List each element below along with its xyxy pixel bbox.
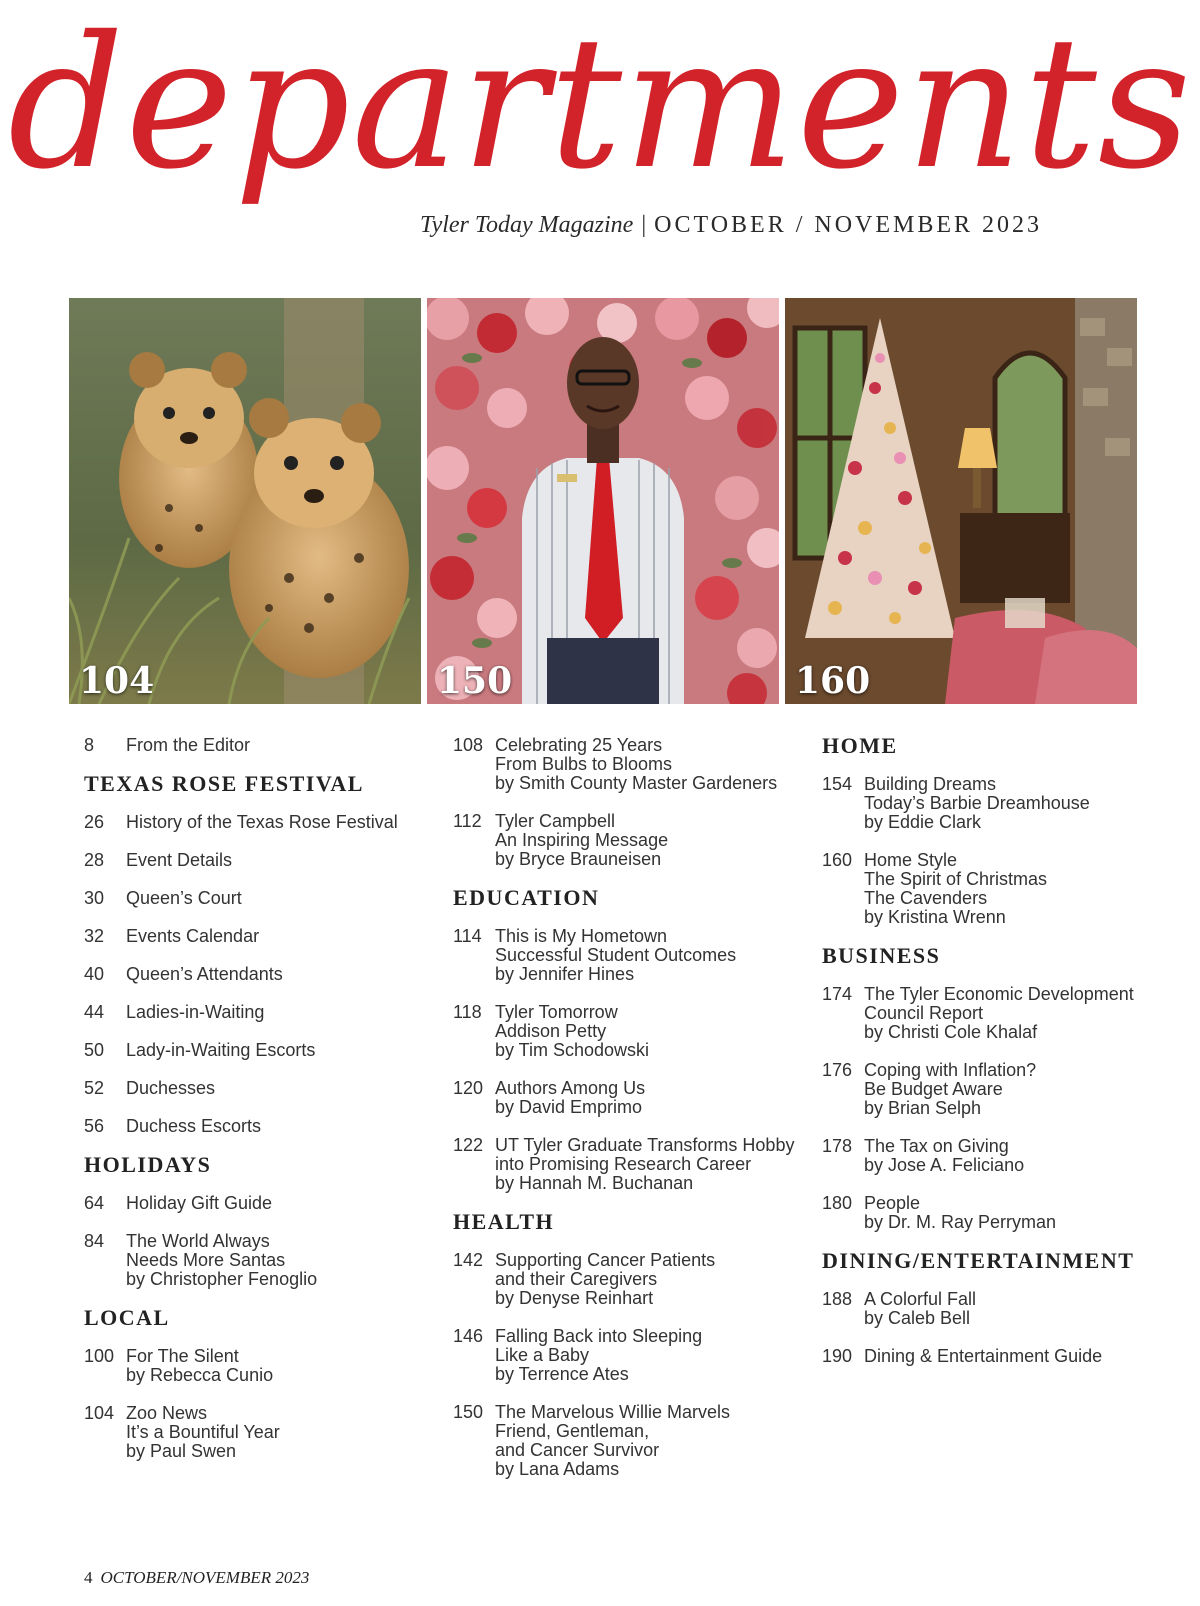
- toc-entry-title: This is My Hometown: [495, 926, 668, 946]
- toc-entry-subline: Be Budget Aware: [864, 1079, 1003, 1099]
- photo-willie-marvels: [427, 298, 779, 704]
- toc-entry-subline: by Bryce Brauneisen: [495, 849, 662, 869]
- toc-entry-subline: The Spirit of Christmas: [864, 869, 1048, 889]
- toc-page-number: 40: [84, 964, 105, 984]
- photo-page-number: 150: [437, 660, 513, 702]
- toc-entry-title: Events Calendar: [126, 926, 260, 946]
- toc-entry-subline: Addison Petty: [495, 1021, 607, 1041]
- toc-column-middle: [453, 736, 794, 1498]
- toc-entry-subline: by Tim Schodowski: [495, 1040, 650, 1060]
- toc-page-number: 180: [822, 1193, 853, 1213]
- toc-entry-text: [126, 889, 242, 908]
- toc-page-number: 26: [84, 812, 105, 832]
- magazine-name: Tyler Today Magazine: [420, 212, 634, 238]
- toc-entry: [84, 813, 398, 832]
- toc-entry-text: [864, 1347, 1102, 1366]
- toc-page-number: 122: [453, 1135, 484, 1155]
- toc-column-right: [822, 733, 1135, 1385]
- toc-entry: [453, 812, 794, 869]
- toc-entry: [822, 1347, 1134, 1366]
- toc-entry-subline: by Dr. M. Ray Perryman: [864, 1212, 1057, 1232]
- toc-page-number: 32: [84, 926, 105, 946]
- toc-entry-title: Queen’s Court: [126, 888, 242, 908]
- toc-entry-title: Tyler Campbell: [495, 811, 616, 831]
- toc-entry-title: The World Always: [126, 1231, 270, 1251]
- toc-entry: [84, 965, 398, 984]
- toc-entry-subline: Successful Student Outcomes: [495, 945, 737, 965]
- toc-entry-text: [495, 812, 668, 869]
- toc-entry-text: [126, 965, 283, 984]
- christmas-tree-image: [785, 298, 1137, 704]
- toc-page-number: 114: [453, 926, 482, 946]
- toc-entry-text: [864, 851, 1047, 927]
- toc-page-number: 28: [84, 850, 105, 870]
- toc-entry: [84, 927, 398, 946]
- toc-entry-text: [126, 927, 259, 946]
- section-heading: HOLIDAYS: [84, 1152, 212, 1177]
- toc-entry: [453, 1079, 794, 1117]
- toc-entry-title: From the Editor: [126, 735, 251, 755]
- toc-entry-subline: by Brian Selph: [864, 1098, 982, 1118]
- toc-entry-subline: by Christopher Fenoglio: [126, 1269, 318, 1289]
- toc-entry: [822, 851, 1134, 927]
- toc-entry-title: Celebrating 25 Years: [495, 735, 663, 755]
- toc-entry-title: People: [864, 1193, 921, 1213]
- photo-page-number: 160: [795, 660, 871, 702]
- toc-entry-text: [126, 1404, 280, 1461]
- toc-entry-text: [126, 813, 398, 832]
- toc-entry-title: The Marvelous Willie Marvels: [495, 1402, 731, 1422]
- toc-entry: [84, 1347, 398, 1385]
- page-title: departments: [7, 0, 1193, 209]
- toc-entry-text: [864, 985, 1134, 1042]
- toc-entry-subline: by Kristina Wrenn: [864, 907, 1006, 927]
- toc-entry-text: [495, 1251, 715, 1308]
- photo-home-style: [785, 298, 1137, 704]
- toc-page-number: 56: [84, 1116, 105, 1136]
- toc-entry-subline: It’s a Bountiful Year: [126, 1422, 280, 1442]
- toc-entry-text: [864, 1194, 1056, 1232]
- toc-entry-text: [126, 1194, 272, 1213]
- toc-entry-title: For The Silent: [126, 1346, 239, 1366]
- toc-entry: [453, 927, 794, 984]
- toc-page-number: 8: [84, 735, 95, 755]
- issue-date: OCTOBER / NOVEMBER 2023: [654, 212, 1043, 238]
- toc-entry-subline: by Rebecca Cunio: [126, 1365, 274, 1385]
- toc-page-number: 146: [453, 1326, 484, 1346]
- toc-entry-subline: by Denyse Reinhart: [495, 1288, 654, 1308]
- toc-entry-text: [495, 1003, 649, 1060]
- toc-entry-text: [864, 1061, 1036, 1118]
- toc-entry: [453, 1003, 794, 1060]
- section-heading: LOCAL: [84, 1305, 170, 1330]
- section-heading: TEXAS ROSE FESTIVAL: [84, 771, 364, 796]
- toc-entry-subline: Friend, Gentleman,: [495, 1421, 650, 1441]
- toc-entry-text: [126, 1232, 317, 1289]
- toc-entry-text: [495, 1327, 702, 1384]
- section-heading: BUSINESS: [822, 943, 941, 968]
- toc-entry-subline: by Jennifer Hines: [495, 964, 635, 984]
- masthead-separator: |: [641, 212, 647, 238]
- toc-entry-title: Authors Among Us: [495, 1078, 646, 1098]
- toc-entry-subline: Like a Baby: [495, 1345, 590, 1365]
- section-heading: EDUCATION: [453, 885, 600, 910]
- toc-entry-text: [495, 736, 777, 793]
- toc-entry-subline: by Caleb Bell: [864, 1308, 971, 1328]
- toc-entry: [453, 1251, 794, 1308]
- toc-entry: [84, 1117, 398, 1136]
- toc-entry-text: [126, 1347, 273, 1385]
- toc-entry: [84, 1079, 398, 1098]
- toc-entry-subline: into Promising Research Career: [495, 1154, 752, 1174]
- photo-cheetah-cubs: [69, 298, 421, 704]
- toc-entry-text: [864, 1290, 976, 1328]
- page-footer: [84, 1568, 309, 1588]
- toc-entry-text: [126, 851, 232, 870]
- toc-page-number: 154: [822, 774, 853, 794]
- toc-entry-subline: Today’s Barbie Dreamhouse: [864, 793, 1090, 813]
- toc-entry-title: Building Dreams: [864, 774, 997, 794]
- toc-entry: [453, 736, 794, 793]
- toc-entry-text: [126, 1041, 315, 1060]
- toc-page-number: 64: [84, 1193, 105, 1213]
- toc-entry-title: Zoo News: [126, 1403, 208, 1423]
- toc-entry-subline: by Hannah M. Buchanan: [495, 1173, 694, 1193]
- toc-entry-subline: by Paul Swen: [126, 1441, 237, 1461]
- toc-entry-text: [126, 1003, 264, 1022]
- toc-entry: [84, 1003, 398, 1022]
- toc-page-number: 112: [453, 811, 482, 831]
- toc-column-left: [84, 736, 398, 1480]
- toc-entry-title: UT Tyler Graduate Transforms Hobby: [495, 1135, 795, 1155]
- toc-page-number: 50: [84, 1040, 105, 1060]
- toc-entry-title: Queen’s Attendants: [126, 964, 283, 984]
- toc-entry-title: Event Details: [126, 850, 233, 870]
- toc-entry-subline: Needs More Santas: [126, 1250, 286, 1270]
- toc-entry: [822, 775, 1134, 832]
- toc-entry: [453, 1136, 794, 1193]
- toc-entry-title: Coping with Inflation?: [864, 1060, 1037, 1080]
- toc-entry: [84, 1404, 398, 1461]
- toc-entry-subline: by Smith County Master Gardeners: [495, 773, 778, 793]
- toc-entry-text: [495, 927, 736, 984]
- toc-entry-text: [495, 1079, 645, 1117]
- masthead-line: [420, 212, 1042, 239]
- toc-page-number: 174: [822, 984, 853, 1004]
- toc-entry-subline: and Cancer Survivor: [495, 1440, 660, 1460]
- toc-entry-subline: From Bulbs to Blooms: [495, 754, 673, 774]
- toc-page-number: 52: [84, 1078, 105, 1098]
- toc-entry-text: [864, 775, 1090, 832]
- toc-entry: [822, 1061, 1134, 1118]
- toc-page-number: 150: [453, 1402, 484, 1422]
- toc-entry-subline: An Inspiring Message: [495, 830, 669, 850]
- toc-entry: [822, 985, 1134, 1042]
- man-with-roses-image: [427, 298, 779, 704]
- toc-entry: [84, 736, 398, 755]
- toc-page-number: 176: [822, 1060, 853, 1080]
- toc-entry: [822, 1194, 1134, 1232]
- toc-entry: [84, 1232, 398, 1289]
- toc-entry: [84, 889, 398, 908]
- toc-entry-text: [126, 1117, 261, 1136]
- toc-page-number: 104: [84, 1403, 115, 1423]
- toc-entry-title: Holiday Gift Guide: [126, 1193, 273, 1213]
- toc-entry-title: Duchess Escorts: [126, 1116, 262, 1136]
- toc-entry-subline: and their Caregivers: [495, 1269, 658, 1289]
- toc-entry-subline: by Terrence Ates: [495, 1364, 629, 1384]
- toc-page-number: 100: [84, 1346, 115, 1366]
- toc-entry-title: Tyler Tomorrow: [495, 1002, 618, 1022]
- toc-entry: [84, 851, 398, 870]
- toc-entry-title: The Tyler Economic Development: [864, 984, 1134, 1004]
- toc-page-number: 108: [453, 735, 484, 755]
- footer-date: OCTOBER/NOVEMBER 2023: [100, 1568, 310, 1587]
- toc-entry-text: [495, 1403, 730, 1479]
- toc-entry-text: [864, 1137, 1024, 1175]
- toc-page-number: 44: [84, 1002, 105, 1022]
- toc-page-number: 160: [822, 850, 853, 870]
- toc-entry-title: Falling Back into Sleeping: [495, 1326, 703, 1346]
- toc-entry-subline: by Eddie Clark: [864, 812, 982, 832]
- toc-entry-title: The Tax on Giving: [864, 1136, 1009, 1156]
- toc-entry-text: [126, 1079, 215, 1098]
- toc-entry: [84, 1194, 398, 1213]
- section-heading: DINING/ENTERTAINMENT: [822, 1248, 1135, 1273]
- toc-entry-title: Lady-in-Waiting Escorts: [126, 1040, 316, 1060]
- toc-entry: [453, 1327, 794, 1384]
- toc-page-number: 118: [453, 1002, 482, 1022]
- toc-page-number: 120: [453, 1078, 484, 1098]
- toc-page-number: 84: [84, 1231, 105, 1251]
- toc-entry-text: [126, 736, 250, 755]
- section-heading: HEALTH: [453, 1209, 555, 1234]
- toc-page-number: 142: [453, 1250, 484, 1270]
- toc-page-number: 188: [822, 1289, 853, 1309]
- toc-entry: [453, 1403, 794, 1479]
- photo-page-number: 104: [79, 660, 155, 702]
- toc-entry-title: A Colorful Fall: [864, 1289, 977, 1309]
- toc-entry-text: [495, 1136, 794, 1193]
- toc-entry-subline: by David Emprimo: [495, 1097, 643, 1117]
- toc-entry-subline: The Cavenders: [864, 888, 988, 908]
- footer-page-number: 4: [84, 1568, 93, 1587]
- toc-entry: [822, 1137, 1134, 1175]
- toc-entry-subline: by Christi Cole Khalaf: [864, 1022, 1038, 1042]
- cheetah-cubs-image: [69, 298, 421, 704]
- toc-entry-title: Home Style: [864, 850, 958, 870]
- toc-entry-title: Ladies-in-Waiting: [126, 1002, 265, 1022]
- toc-entry: [84, 1041, 398, 1060]
- toc-entry: [822, 1290, 1134, 1328]
- toc-entry-subline: Council Report: [864, 1003, 984, 1023]
- section-heading: HOME: [822, 733, 898, 758]
- toc-entry-subline: by Lana Adams: [495, 1459, 620, 1479]
- toc-entry-title: Supporting Cancer Patients: [495, 1250, 716, 1270]
- toc-entry-title: Duchesses: [126, 1078, 216, 1098]
- toc-entry-title: History of the Texas Rose Festival: [126, 812, 398, 832]
- toc-page-number: 178: [822, 1136, 853, 1156]
- toc-entry-title: Dining & Entertainment Guide: [864, 1346, 1103, 1366]
- toc-entry-subline: by Jose A. Feliciano: [864, 1155, 1025, 1175]
- toc-page-number: 190: [822, 1346, 853, 1366]
- toc-page-number: 30: [84, 888, 105, 908]
